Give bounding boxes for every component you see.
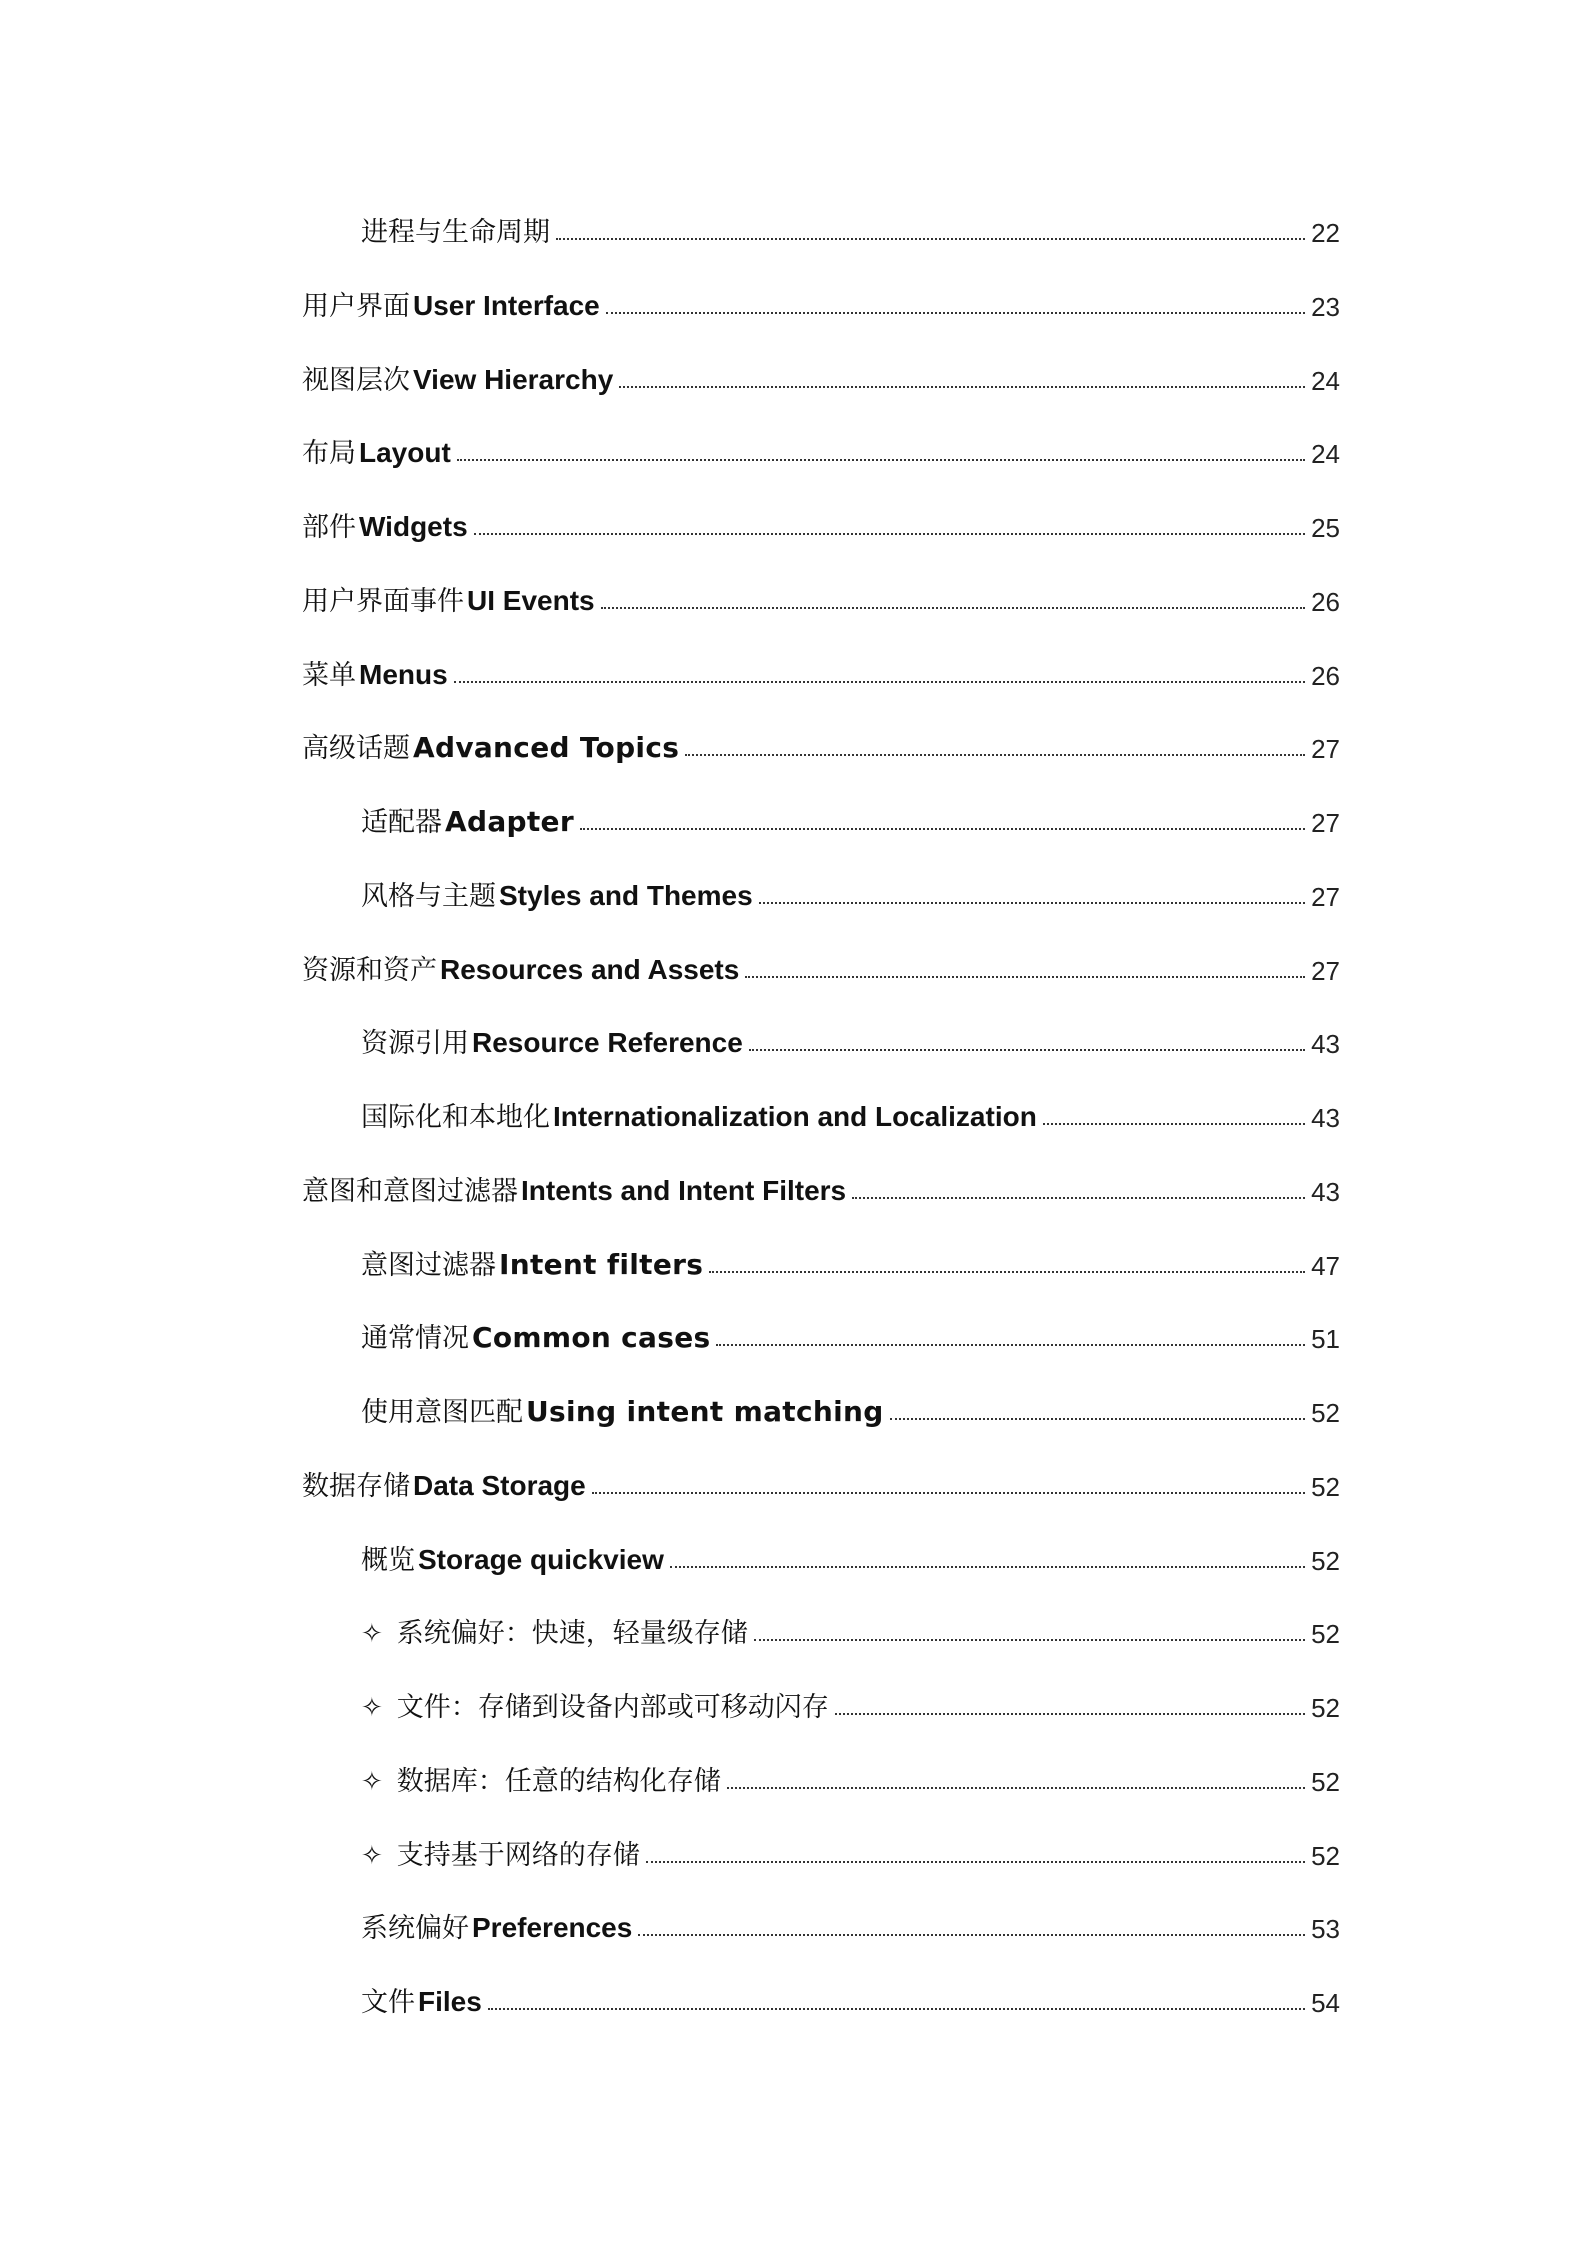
toc-entry[interactable] (302, 417, 1340, 467)
toc-entry-english-title: Adapter (445, 805, 574, 838)
toc-entry[interactable] (302, 270, 1340, 320)
toc-entry-english-title: Using intent matching (526, 1395, 884, 1428)
toc-page-number: 52 (1311, 1693, 1340, 1723)
toc-dot-leader (1043, 1123, 1305, 1125)
toc-entry-english-title: Internationalization and Localization (553, 1101, 1037, 1132)
toc-entry-english-title: Styles and Themes (499, 880, 753, 911)
toc-entry-chinese-title: 进程与生命周期 (361, 217, 550, 248)
toc-entry-english-title: Layout (359, 437, 451, 468)
toc-entry-english-title: Advanced Topics (413, 731, 680, 764)
toc-entry[interactable] (361, 1524, 1340, 1574)
toc-entry-english-title: Menus (359, 659, 448, 690)
toc-page-number: 52 (1311, 1472, 1340, 1502)
toc-dot-leader (619, 386, 1305, 388)
toc-page-number: 26 (1311, 587, 1340, 617)
toc-entry-chinese-title: 部件 (302, 512, 356, 543)
toc-dot-leader (488, 2008, 1305, 2010)
toc-entry-chinese-title: 数据库：任意的结构化存储 (396, 1766, 721, 1797)
toc-dot-leader (601, 607, 1305, 609)
toc-entry-english-title: Widgets (359, 511, 468, 542)
toc-entry[interactable] (361, 1229, 1340, 1279)
toc-entry-chinese-title: 资源引用 (361, 1028, 469, 1059)
toc-bullet-icon: ✧ (361, 1693, 383, 1723)
toc-entry-english-title: UI Events (467, 585, 595, 616)
toc-entry-english-title: View Hierarchy (413, 364, 614, 395)
toc-page-number: 27 (1311, 956, 1340, 986)
toc-entry[interactable] (302, 934, 1340, 984)
toc-dot-leader (685, 754, 1305, 756)
toc-page-number: 24 (1311, 439, 1340, 469)
toc-dot-leader (754, 1639, 1305, 1641)
toc-page-number: 52 (1311, 1619, 1340, 1649)
toc-entry[interactable] (361, 1819, 1340, 1869)
toc-entry[interactable] (361, 860, 1340, 910)
toc-entry-chinese-title: 视图层次 (302, 365, 410, 396)
toc-dot-leader (727, 1787, 1305, 1789)
toc-dot-leader (592, 1492, 1305, 1494)
toc-page-number: 52 (1311, 1841, 1340, 1871)
toc-page-number: 27 (1311, 734, 1340, 764)
toc-entry[interactable] (302, 565, 1340, 615)
toc-entry[interactable] (361, 1302, 1340, 1352)
toc-page-number: 22 (1311, 218, 1340, 248)
toc-page-number: 52 (1311, 1767, 1340, 1797)
toc-entry-chinese-title: 布局 (302, 438, 356, 469)
toc-entry-english-title: User Interface (413, 290, 600, 321)
toc-entry[interactable] (302, 491, 1340, 541)
toc-entry[interactable] (361, 1745, 1340, 1795)
toc-entry-chinese-title: 概览 (361, 1545, 415, 1576)
toc-entry-chinese-title: 系统偏好 (361, 1913, 469, 1944)
toc-entry[interactable] (361, 1007, 1340, 1057)
toc-page-number: 52 (1311, 1546, 1340, 1576)
toc-entry-english-title: Data Storage (413, 1470, 586, 1501)
toc-entry-chinese-title: 通常情况 (361, 1323, 469, 1354)
toc-dot-leader (580, 828, 1305, 830)
toc-entry[interactable] (302, 712, 1340, 762)
toc-entry[interactable] (361, 196, 1340, 246)
toc-bullet-icon: ✧ (361, 1841, 383, 1871)
toc-page-number: 53 (1311, 1914, 1340, 1944)
toc-dot-leader (606, 312, 1305, 314)
toc-entry[interactable] (361, 1671, 1340, 1721)
toc-entry[interactable] (361, 1597, 1340, 1647)
toc-entry[interactable] (361, 1081, 1340, 1131)
toc-entry-english-title: Common cases (472, 1321, 711, 1354)
toc-dot-leader (638, 1934, 1305, 1936)
toc-entry-chinese-title: 使用意图匹配 (361, 1397, 523, 1428)
toc-entry[interactable] (361, 1376, 1340, 1426)
toc-dot-leader (454, 681, 1305, 683)
toc-dot-leader (556, 238, 1305, 240)
toc-dot-leader (835, 1713, 1305, 1715)
toc-dot-leader (852, 1197, 1305, 1199)
toc-bullet-icon: ✧ (361, 1619, 383, 1649)
toc-entry-chinese-title: 适配器 (361, 807, 442, 838)
toc-page-number: 43 (1311, 1103, 1340, 1133)
toc-dot-leader (890, 1418, 1306, 1420)
toc-page-number: 25 (1311, 513, 1340, 543)
toc-entry-english-title: Storage quickview (418, 1544, 664, 1575)
toc-entry-chinese-title: 资源和资产 (302, 955, 437, 986)
toc-page-number: 24 (1311, 366, 1340, 396)
toc-entry-chinese-title: 数据存储 (302, 1471, 410, 1502)
toc-entry[interactable] (361, 1966, 1340, 2016)
toc-entry-chinese-title: 意图和意图过滤器 (302, 1176, 518, 1207)
toc-entry-chinese-title: 文件 (361, 1987, 415, 2018)
toc-entry[interactable] (302, 1450, 1340, 1500)
toc-entry-english-title: Intents and Intent Filters (521, 1175, 847, 1206)
toc-page-number: 27 (1311, 882, 1340, 912)
toc-page-number: 43 (1311, 1177, 1340, 1207)
toc-entry[interactable] (361, 1892, 1340, 1942)
toc-dot-leader (716, 1344, 1305, 1346)
toc-page-number: 54 (1311, 1988, 1340, 2018)
toc-page-number: 47 (1311, 1251, 1340, 1281)
toc-entry-chinese-title: 高级话题 (302, 733, 410, 764)
toc-dot-leader (759, 902, 1305, 904)
toc-bullet-icon: ✧ (361, 1767, 383, 1797)
toc-page-number: 26 (1311, 661, 1340, 691)
toc-entry-english-title: Preferences (472, 1912, 633, 1943)
toc-entry[interactable] (302, 1155, 1340, 1205)
toc-entry-chinese-title: 意图过滤器 (361, 1250, 496, 1281)
toc-page-number: 23 (1311, 292, 1340, 322)
toc-entry[interactable] (302, 639, 1340, 689)
toc-dot-leader (749, 1049, 1305, 1051)
toc-dot-leader (745, 976, 1305, 978)
toc-page-number: 43 (1311, 1029, 1340, 1059)
toc-dot-leader (474, 533, 1305, 535)
toc-entry-chinese-title: 用户界面事件 (302, 586, 464, 617)
toc-entry-english-title: Files (418, 1986, 482, 2017)
toc-entry-chinese-title: 文件：存储到设备内部或可移动闪存 (396, 1692, 829, 1723)
toc-page-number: 52 (1311, 1398, 1340, 1428)
toc-entry-chinese-title: 支持基于网络的存储 (396, 1840, 640, 1871)
toc-entry-chinese-title: 用户界面 (302, 291, 410, 322)
toc-page-number: 51 (1311, 1324, 1340, 1354)
toc-entry-chinese-title: 国际化和本地化 (361, 1102, 550, 1133)
toc-entry-english-title: Resource Reference (472, 1027, 743, 1058)
toc-entry-english-title: Intent filters (499, 1248, 704, 1281)
toc-entry-chinese-title: 系统偏好：快速，轻量级存储 (396, 1618, 748, 1649)
toc-entry-chinese-title: 菜单 (302, 660, 356, 691)
toc-entry[interactable] (361, 786, 1340, 836)
toc-page-number: 27 (1311, 808, 1340, 838)
toc-dot-leader (646, 1861, 1305, 1863)
toc-entry-chinese-title: 风格与主题 (361, 881, 496, 912)
toc-dot-leader (457, 459, 1305, 461)
toc-dot-leader (709, 1271, 1305, 1273)
toc-entry[interactable] (302, 344, 1340, 394)
toc-dot-leader (670, 1566, 1305, 1568)
toc-entry-english-title: Resources and Assets (440, 954, 740, 985)
